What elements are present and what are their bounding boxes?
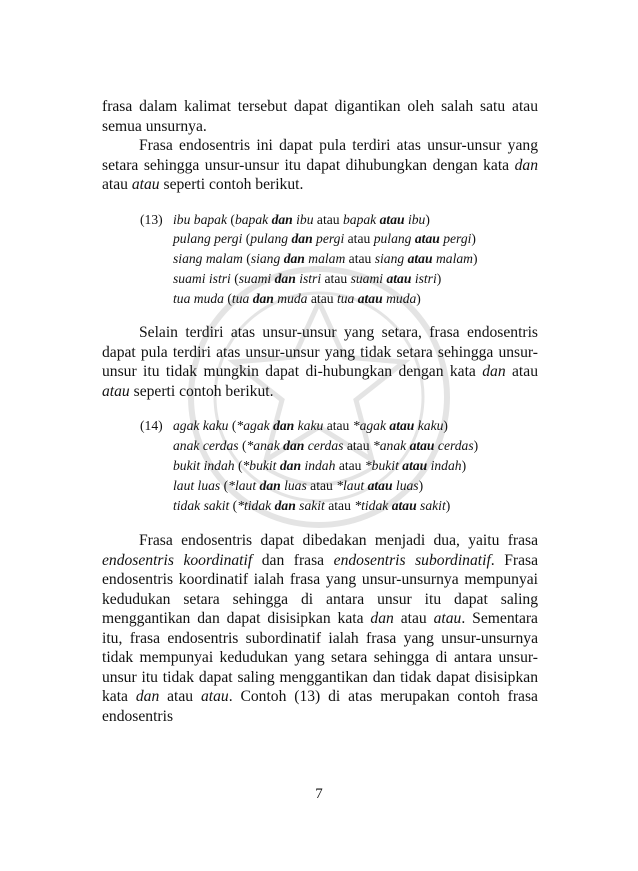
example-word: pergi	[316, 231, 345, 247]
example-word: *laut	[336, 477, 365, 493]
example-number	[140, 249, 173, 269]
term-atau: atau	[433, 610, 462, 628]
term-atau: atau	[200, 688, 229, 706]
conjunction-atau: atau	[386, 270, 412, 286]
example-word: istri	[299, 270, 322, 286]
example-word: pergi	[443, 231, 472, 247]
spacer	[102, 308, 538, 323]
example-row	[140, 289, 538, 309]
example-row	[140, 456, 538, 476]
example-phrase: tidak sakit	[173, 497, 230, 513]
conjunction-dan: dan	[274, 270, 296, 286]
conjunction-dan: dan	[291, 231, 313, 247]
example-word: muda	[386, 290, 417, 306]
term-atau: atau	[131, 176, 160, 193]
example-phrase: ibu bapak	[173, 211, 227, 227]
example-word: *anak	[246, 438, 280, 454]
example-word: siang	[250, 251, 281, 267]
example-phrase: tua muda	[173, 290, 224, 306]
example-word: suami	[350, 270, 384, 286]
conjunction-atau-plain: atau	[310, 477, 333, 493]
conjunction-atau: atau	[414, 231, 440, 247]
example-row	[140, 496, 538, 516]
example-line: tidak sakit (*tidak dan sakit atau *tidak atau sakit)	[173, 497, 451, 513]
paragraph-noncoordinating-intro	[102, 323, 538, 401]
example-word: *bukit	[364, 458, 399, 474]
example-row	[140, 416, 538, 436]
conjunction-dan: dan	[259, 477, 281, 493]
conjunction-atau: atau	[402, 458, 428, 474]
term-atau: atau	[102, 382, 130, 400]
example-word: ibu	[296, 211, 314, 227]
example-row	[140, 229, 538, 249]
example-number	[140, 269, 173, 289]
paragraph-coordinating-intro	[102, 136, 538, 195]
text-span: dan frasa	[252, 551, 334, 569]
example-line: suami istri (suami dan istri atau suami atau istri)	[173, 270, 442, 286]
conjunction-dan: dan	[283, 251, 305, 267]
example-line: laut luas (*laut dan luas atau *laut atau luas)	[173, 477, 424, 493]
example-word: istri	[414, 270, 437, 286]
text-span: . Sementara itu, frasa endosentris subordinatif ialah frasa yang unsur-unsurnya tidak mempunyai kedudukan yang setara sehingga di antara unsur-unsur itu tidak dapat saling menggantikan dan tidak dapat disisipkan kata	[102, 610, 538, 706]
conjunction-atau-plain: atau	[324, 270, 348, 286]
example-word: siang	[374, 251, 405, 267]
spacer	[102, 515, 538, 531]
text-span: atau	[102, 176, 132, 193]
paragraph-types	[102, 531, 538, 726]
example-line: pulang pergi (pulang dan pergi atau pulang atau pergi)	[173, 231, 476, 247]
example-word: *tidak	[354, 497, 389, 513]
text-span: atau	[159, 688, 201, 706]
example-phrase: suami istri	[173, 270, 231, 286]
text-span: Selain terdiri atas unsur-unsur yang setara, frasa endosentris dapat pula terdiri atas unsur-unsur yang tidak setara sehingga unsur-unsur itu tidak mungkin dapat di-hubungkan dengan kata	[102, 324, 538, 381]
example-13	[140, 210, 538, 309]
example-word: *bukit	[242, 458, 277, 474]
example-phrase: agak kaku	[173, 418, 229, 434]
paragraph-continuation: frasa dalam kalimat tersebut dapat digantikan oleh salah satu atau semua unsurnya.	[102, 98, 538, 135]
conjunction-dan: dan	[273, 418, 295, 434]
body-text	[102, 97, 538, 726]
example-word: kaku	[297, 418, 324, 434]
example-phrase: siang malam	[173, 251, 243, 267]
example-number	[140, 456, 173, 476]
example-word: *anak	[372, 438, 407, 454]
example-word: pulang	[250, 231, 289, 247]
example-word: suami	[238, 270, 272, 286]
text-span: seperti contoh berikut.	[159, 176, 304, 193]
example-number	[140, 289, 173, 309]
example-number	[140, 476, 173, 496]
example-word: malam	[308, 251, 346, 267]
example-word: indah	[430, 458, 462, 474]
conjunction-atau-plain: atau	[310, 290, 334, 306]
example-word: luas	[284, 477, 307, 493]
text-span: Frasa endosentris dapat dibedakan menjadi dua, yaitu frasa	[139, 532, 538, 550]
conjunction-atau-plain: atau	[316, 211, 340, 227]
conjunction-atau-plain: atau	[328, 497, 351, 513]
text-span: atau	[393, 610, 434, 628]
example-word: cerdas	[307, 438, 344, 454]
example-number: (13)	[140, 211, 163, 227]
example-line: siang malam (siang dan malam atau siang atau malam)	[173, 251, 478, 267]
text-span: . Frasa endosentris koordinatif ialah frasa yang unsur-unsurnya mempunyai kedudukan setara sehingga di antara unsur itu dapat saling menggantikan dan dapat disisipkan kata	[102, 551, 539, 628]
example-row	[140, 476, 538, 496]
example-phrase: pulang pergi	[173, 231, 243, 247]
conjunction-dan: dan	[283, 438, 305, 454]
example-row	[140, 269, 538, 289]
example-word: pulang	[373, 231, 412, 247]
conjunction-atau-plain: atau	[338, 458, 362, 474]
text-span: atau	[505, 363, 538, 381]
example-number	[140, 229, 173, 249]
spacer	[102, 401, 538, 416]
example-phrase: laut luas	[173, 477, 221, 493]
example-row	[140, 436, 538, 456]
term-dan: dan	[370, 610, 394, 628]
conjunction-atau-plain: atau	[348, 251, 372, 267]
example-row	[140, 249, 538, 269]
example-word: malam	[435, 251, 473, 267]
term-subordinatif: endosentris subordinatif	[333, 551, 491, 569]
page-number: 7	[315, 786, 323, 802]
example-word: indah	[304, 458, 336, 474]
conjunction-dan: dan	[252, 290, 274, 306]
example-word: tua	[231, 290, 250, 306]
example-number	[140, 436, 173, 456]
example-word: ibu	[407, 211, 426, 227]
example-word: sakit	[299, 497, 325, 513]
example-number: (14)	[140, 418, 163, 434]
conjunction-atau: atau	[391, 497, 417, 513]
conjunction-atau: atau	[367, 477, 393, 493]
conjunction-atau: atau	[407, 251, 433, 267]
example-14	[140, 416, 538, 515]
term-koordinatif: endosentris koordinatif	[102, 551, 253, 569]
example-word: sakit	[420, 497, 446, 513]
example-word: cerdas	[437, 438, 474, 454]
text-span: seperti contoh berikut.	[129, 382, 274, 400]
example-word: kaku	[417, 418, 444, 434]
example-word: *agak	[352, 418, 386, 434]
term-dan: dan	[514, 156, 538, 174]
example-number	[140, 496, 173, 516]
conjunction-atau-plain: atau	[346, 438, 370, 454]
example-word: bapak	[234, 211, 269, 227]
conjunction-atau: atau	[379, 211, 405, 227]
conjunction-atau: atau	[409, 438, 435, 454]
example-word: tua	[336, 290, 355, 306]
example-phrase: anak cerdas	[173, 438, 239, 454]
example-line: tua muda (tua dan muda atau tua atau muda)	[173, 290, 421, 306]
example-line: bukit indah (*bukit dan indah atau *bukit atau indah)	[173, 458, 467, 474]
conjunction-dan: dan	[274, 497, 296, 513]
conjunction-atau: atau	[357, 290, 383, 306]
example-word: *laut	[228, 477, 257, 493]
conjunction-atau-plain: atau	[347, 231, 371, 247]
example-row	[140, 210, 538, 230]
example-word: bapak	[342, 211, 377, 227]
term-dan: dan	[135, 688, 160, 706]
spacer	[102, 195, 538, 210]
example-line: ibu bapak (bapak dan ibu atau bapak atau ibu)	[173, 211, 430, 227]
example-line: agak kaku (*agak dan kaku atau *agak atau kaku)	[173, 418, 448, 434]
conjunction-atau: atau	[389, 418, 415, 434]
example-phrase: bukit indah	[173, 458, 235, 474]
conjunction-dan: dan	[279, 458, 302, 474]
term-dan: dan	[482, 363, 506, 381]
conjunction-atau-plain: atau	[326, 418, 350, 434]
example-word: *agak	[236, 418, 270, 434]
example-word: luas	[395, 477, 419, 493]
conjunction-dan: dan	[271, 211, 293, 227]
example-line: anak cerdas (*anak dan cerdas atau *anak atau cerdas)	[173, 438, 479, 454]
text-span: Frasa endosentris ini dapat pula terdiri atas unsur-unsur yang setara sehingga unsur-unsur itu dapat dihubungkan dengan kata	[102, 137, 538, 174]
example-word: muda	[277, 290, 308, 306]
example-word: *tidak	[237, 497, 272, 513]
text-span: . Contoh (13) di atas merupakan contoh frasa endosentris	[102, 688, 538, 725]
